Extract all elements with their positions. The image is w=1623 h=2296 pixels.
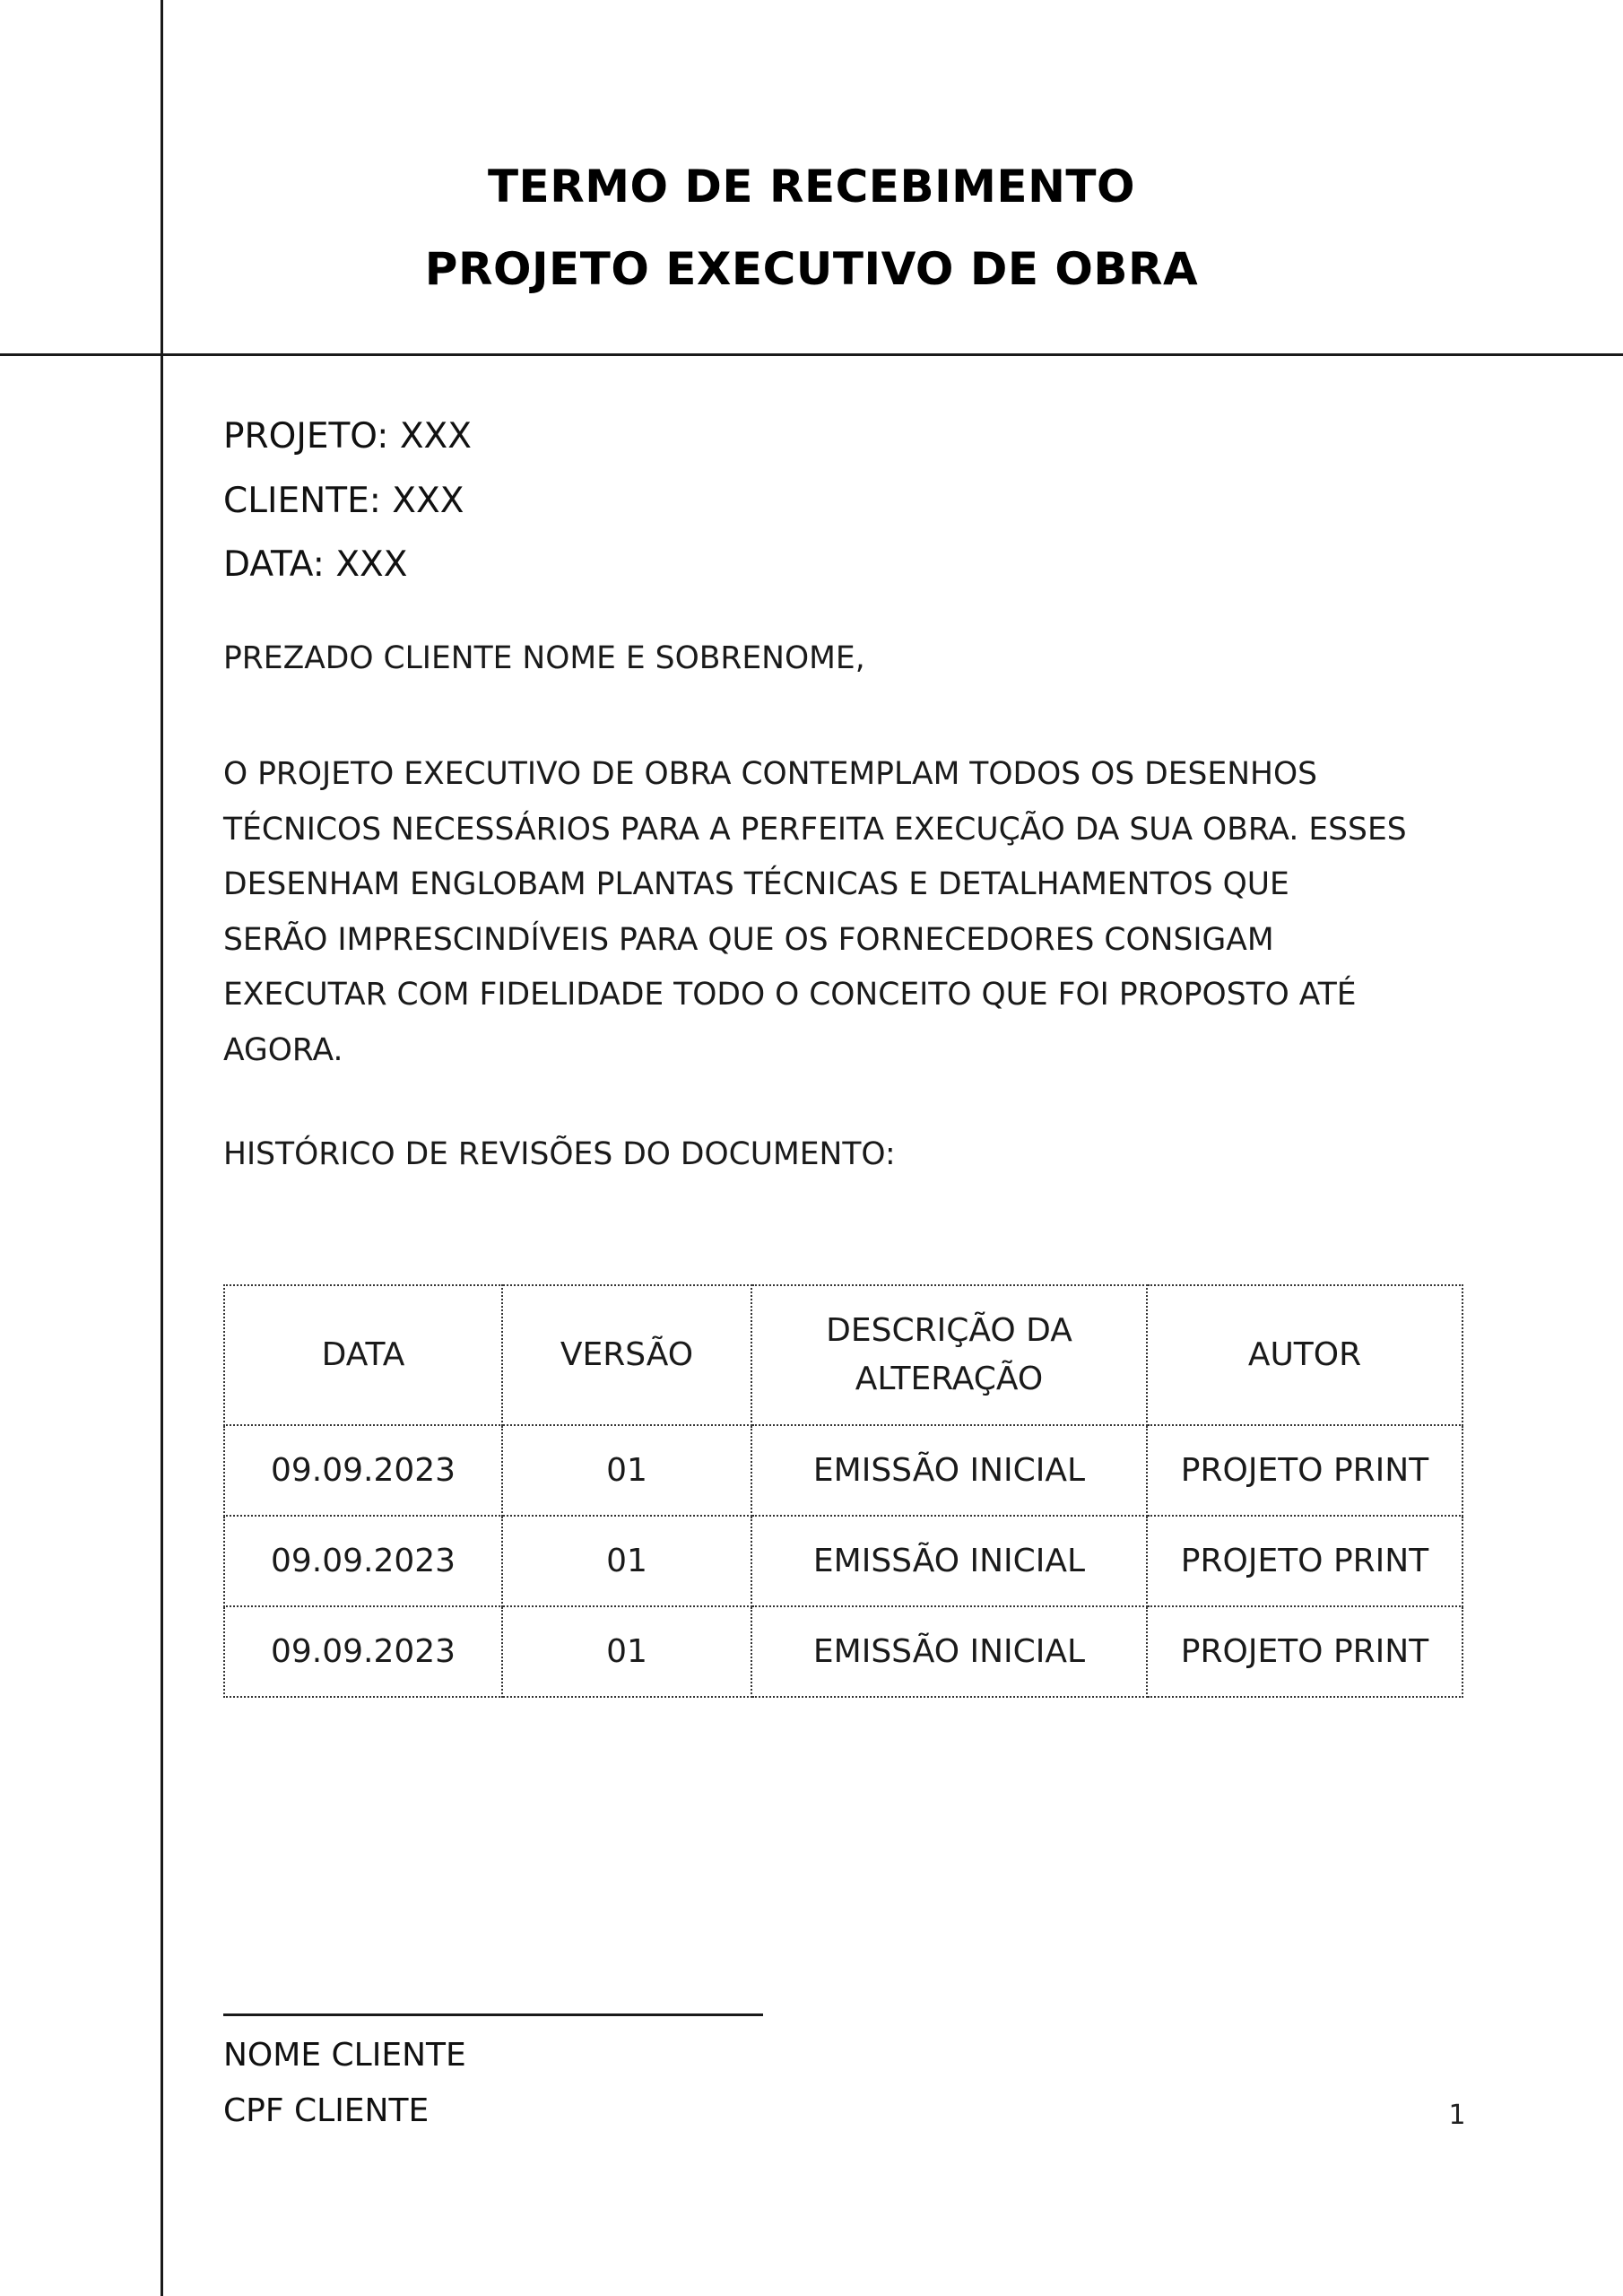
document-title: TERMO DE RECEBIMENTO: [487, 161, 1136, 213]
paragraph-line: AGORA.: [223, 1031, 343, 1068]
body-paragraph: [223, 747, 1532, 1079]
header-descricao: [751, 1285, 1147, 1425]
header-horizontal-rule: [0, 353, 1623, 356]
paragraph-line: O PROJETO EXECUTIVO DE OBRA CONTEMPLAM TODOS OS DESENHOS: [223, 756, 1317, 792]
paragraph-line: DESENHAM ENGLOBAM PLANTAS TÉCNICAS E DETALHAMENTOS QUE: [223, 866, 1289, 903]
cell-versao: 01: [502, 1606, 751, 1697]
table-row: [224, 1425, 1462, 1516]
cell-autor: PROJETO PRINT: [1147, 1606, 1462, 1697]
cell-versao: 01: [502, 1516, 751, 1606]
client-cpf-label: CPF CLIENTE: [223, 2092, 430, 2129]
cell-data: 09.09.2023: [224, 1425, 502, 1516]
header-autor: AUTOR: [1147, 1285, 1462, 1425]
revision-history-table: [223, 1284, 1463, 1698]
paragraph-line: TÉCNICOS NECESSÁRIOS PARA A PERFEITA EXECUÇÃO DA SUA OBRA. ESSES: [223, 811, 1407, 848]
revision-history-label: HISTÓRICO DE REVISÕES DO DOCUMENTO:: [223, 1136, 896, 1172]
paragraph-line: EXECUTAR COM FIDELIDADE TODO O CONCEITO QUE FOI PROPOSTO ATÉ: [223, 977, 1357, 1013]
client-field: CLIENTE: XXX: [223, 481, 464, 521]
header-descricao-line2: ALTERAÇÃO: [855, 1361, 1044, 1397]
document-subtitle: PROJETO EXECUTIVO DE OBRA: [424, 243, 1199, 295]
cell-descricao: EMISSÃO INICIAL: [751, 1425, 1147, 1516]
header-versao: VERSÃO: [502, 1285, 751, 1425]
paragraph-line: SERÃO IMPRESCINDÍVEIS PARA QUE OS FORNECEDORES CONSIGAM: [223, 921, 1274, 958]
header-descricao-line1: DESCRIÇÃO DA: [826, 1312, 1072, 1349]
cell-autor: PROJETO PRINT: [1147, 1425, 1462, 1516]
table-header-row: [224, 1285, 1462, 1425]
greeting: PREZADO CLIENTE NOME E SOBRENOME,: [223, 640, 865, 676]
table-row: [224, 1606, 1462, 1697]
header-data: DATA: [224, 1285, 502, 1425]
cell-autor: PROJETO PRINT: [1147, 1516, 1462, 1606]
table-row: [224, 1516, 1462, 1606]
date-field: DATA: XXX: [223, 544, 408, 585]
cell-data: 09.09.2023: [224, 1606, 502, 1697]
cell-versao: 01: [502, 1425, 751, 1516]
client-name-label: NOME CLIENTE: [223, 2037, 466, 2074]
project-field: PROJETO: XXX: [223, 416, 472, 457]
cell-descricao: EMISSÃO INICIAL: [751, 1516, 1147, 1606]
signature-line: [223, 2013, 763, 2016]
cell-descricao: EMISSÃO INICIAL: [751, 1606, 1147, 1697]
margin-vertical-rule: [161, 0, 163, 2296]
page-number: 1: [1448, 2100, 1466, 2131]
cell-data: 09.09.2023: [224, 1516, 502, 1606]
